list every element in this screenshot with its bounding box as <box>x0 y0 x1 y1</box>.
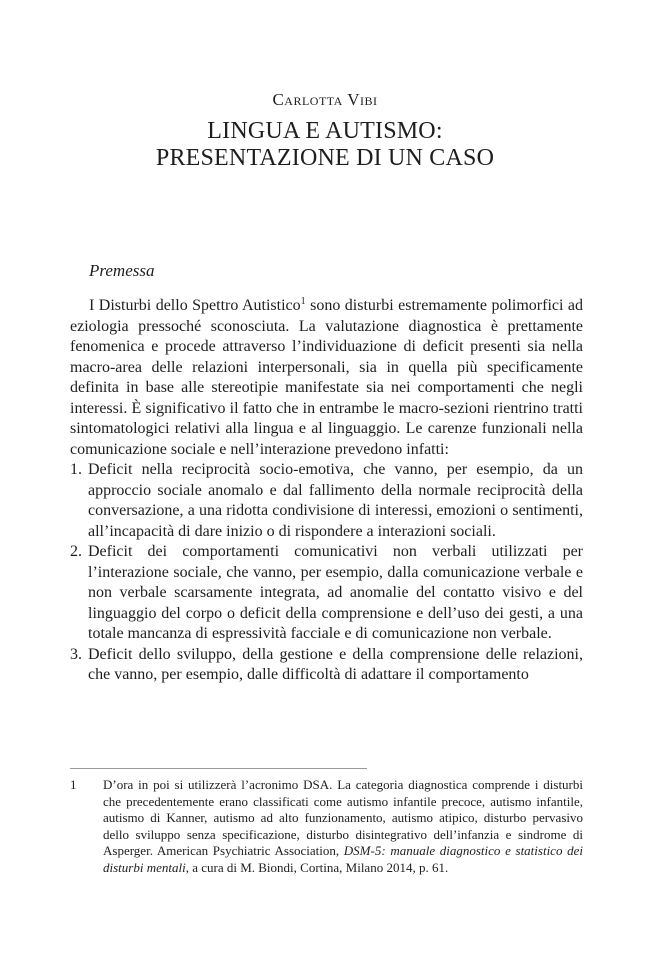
list-item <box>70 645 583 686</box>
chapter-title <box>0 118 650 172</box>
footnote-text-start: D’ora in poi si utilizzerà l’acronimo DSA. La categoria diagnostica comprende i disturbi che precedentemente erano classificati come autismo infantile precoce, autismo infantile, autismo di Kanner, autismo ad alto funzionamento, autismo atipico, disturbo pervasivo dello sviluppo senza specificazione, disturbo disintegrativo dell’infanzia e sindrome di Asperger. American Psychiatric Association, <box>103 777 583 858</box>
section-heading: Premessa <box>89 261 155 280</box>
list-item-text: Deficit nella reciprocità socio-emotiva, che vanno, per esempio, da un approccio sociale anomalo e dal fallimento della normale reciprocità della conversazione, a una ridotta condivisione di interessi, emozioni o sentimenti, all’incapacità di dare inizio o di rispondere a interazioni sociali. <box>88 461 583 540</box>
list-item <box>70 542 583 645</box>
footnote <box>70 777 583 876</box>
intro-text-start: I Disturbi dello Spettro Autistico <box>89 297 301 314</box>
footnote-text <box>70 777 583 876</box>
author-name: Carlotta Vibi <box>272 90 378 109</box>
list-item-number: 1. <box>70 461 82 478</box>
chapter-title-line-2: PRESENTAZIONE DI UN CASO <box>155 145 495 171</box>
footnote-cited-title: DSM-5: manuale diagnostico e statistico dei disturbi mentali <box>103 843 583 875</box>
footnote-reference[interactable]: 1 <box>300 296 306 307</box>
list-item-number: 3. <box>70 645 82 663</box>
chapter-title-line-1: LINGUA E AUTISMO: <box>207 118 443 144</box>
body-text <box>70 296 583 686</box>
list-item <box>70 460 583 542</box>
intro-text-end: sono disturbi estremamente polimorfici ad eziologia pressoché sconosciuta. La valutazione diagnostica è prettamente fenomenica e procede attraverso l’individuazione di deficit presenti sia nella macro-area delle relazioni interpersonali, sia in quella più specificamente definita in base alle stereotipie manifestate sia nei comportamenti che negli interessi. È significativo il fatto che in entrambe le macro-sezioni rientrino tratti sintomatologici relativi alla lingua e al linguaggio. Le carenze funzionali nella comunicazione sociale e nell’interazione prevedono infatti: <box>70 297 584 458</box>
footnote-text-end: , a cura di M. Biondi, Cortina, Milano 2014, p. 61. <box>185 859 449 875</box>
footnote-number: 1 <box>70 777 77 792</box>
list-item-text: Deficit dei comportamenti comunicativi non verbali utilizzati per l’interazione sociale, che vanno, per esempio, dalla comunicazione verbale e non verbale scarsamente integrata, ad anomalie del contatto visivo e del linguaggio del corpo o deficit della comprensione e dell’uso dei gesti, a una totale mancanza di espressività facciale e di comunicazione non verbale. <box>88 543 583 642</box>
intro-paragraph <box>70 296 583 460</box>
list-item-text: Deficit dello sviluppo, della gestione e della comprensione delle relazioni, che vanno, per esempio, dalle difficoltà di adattare il comportamento <box>88 645 583 683</box>
deficit-list <box>70 460 583 686</box>
footnote-separator <box>70 768 367 769</box>
list-item-number: 2. <box>70 543 82 560</box>
